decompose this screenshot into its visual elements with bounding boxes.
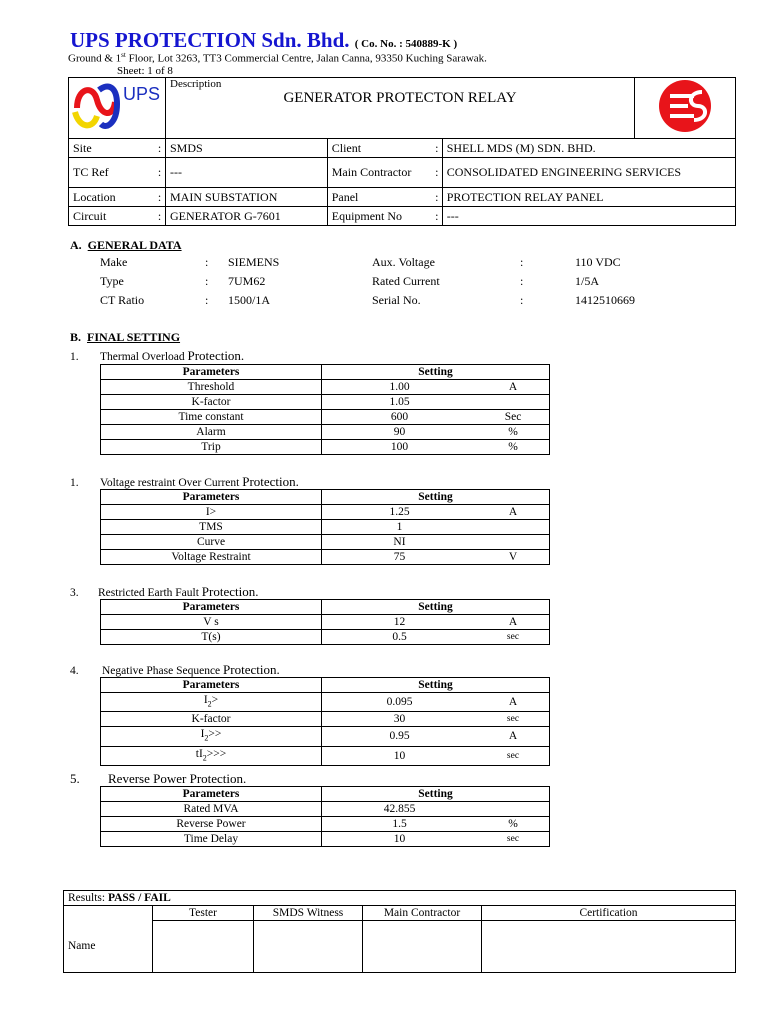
section-title-prefix: Thermal Overload (100, 351, 188, 363)
svg-text:UPS: UPS (123, 84, 161, 104)
colon: : (205, 293, 209, 307)
setting-value: NI (322, 535, 478, 550)
setting-value: 1.25 (322, 505, 478, 520)
setting-value: 600 (322, 410, 478, 425)
general-label: Type (100, 274, 124, 288)
general-label: Aux. Voltage (372, 255, 435, 269)
colon: : (432, 139, 443, 158)
address-part-1: Ground & 1 (68, 52, 122, 65)
results-text: Results: (68, 892, 108, 904)
sheet-number: Sheet: 1 of 8 (117, 65, 173, 77)
setting-value: 10 (322, 746, 478, 765)
section-number: 4. (70, 665, 79, 677)
general-value: 7UM62 (228, 274, 266, 288)
setting-row (101, 832, 550, 847)
setting-value: 100 (322, 440, 478, 455)
setting-unit: Sec (477, 410, 550, 425)
setting-unit: sec (477, 630, 550, 645)
general-data-heading (70, 238, 182, 253)
setting-unit (477, 520, 550, 535)
setting-section-title (70, 474, 299, 490)
section-title-prefix: Negative Phase Sequence (102, 665, 224, 677)
section-number: 1. (70, 477, 79, 489)
setting-unit (477, 802, 550, 817)
colon: : (205, 255, 209, 269)
setting-row (101, 535, 550, 550)
header-value: CONSOLIDATED ENGINEERING SERVICES (442, 158, 735, 188)
setting-unit: sec (477, 832, 550, 847)
parameter-name: Alarm (101, 425, 322, 440)
client-logo-cell (635, 78, 736, 139)
general-label: CT Ratio (100, 293, 145, 307)
results-table (63, 890, 736, 973)
col-parameters: Parameters (101, 490, 322, 505)
parameter-name: Reverse Power (101, 817, 322, 832)
setting-row (101, 440, 550, 455)
name-label: Name (64, 921, 153, 973)
section-title: GENERAL DATA (87, 238, 182, 252)
colon: : (520, 255, 524, 269)
setting-unit: sec (477, 746, 550, 765)
setting-value: 0.95 (322, 727, 478, 746)
settings-table (100, 489, 550, 565)
setting-value: 90 (322, 425, 478, 440)
general-value: 110 VDC (575, 255, 621, 269)
settings-table (100, 364, 550, 455)
parameter-name: Voltage Restraint (101, 550, 322, 565)
certification-signature (482, 921, 736, 973)
general-label: Serial No. (372, 293, 421, 307)
description-label: Description (170, 78, 222, 90)
parameter-name: T(s) (101, 630, 322, 645)
colon: : (520, 274, 524, 288)
section-title-suffix: Protection. (187, 348, 245, 363)
contractor-signature (363, 921, 482, 973)
setting-value: 1.00 (322, 380, 478, 395)
general-label: Rated Current (372, 274, 440, 288)
col-parameters: Parameters (101, 787, 322, 802)
setting-row (101, 817, 550, 832)
company-number: ( Co. No. : 540889-K ) (354, 38, 458, 50)
header-row (69, 139, 736, 158)
colon: : (154, 139, 165, 158)
ups-logo-icon (69, 78, 165, 134)
setting-value: 1.05 (322, 395, 478, 410)
general-value: 1500/1A (228, 293, 270, 307)
settings-table (100, 599, 550, 645)
parameter-name: Trip (101, 440, 322, 455)
setting-section-title (70, 584, 258, 600)
col-parameters: Parameters (101, 678, 322, 693)
setting-row (101, 630, 550, 645)
parameter-name: Rated MVA (101, 802, 322, 817)
setting-row (101, 746, 550, 765)
section-title-prefix: Restricted Earth Fault (98, 587, 202, 599)
colon: : (154, 188, 165, 207)
section-title-prefix: Voltage restraint Over Current (100, 477, 243, 489)
col-parameters: Parameters (101, 600, 322, 615)
colon: : (154, 158, 165, 188)
setting-row (101, 520, 550, 535)
setting-unit: A (477, 380, 550, 395)
setting-unit: A (477, 693, 550, 712)
col-certification: Certification (482, 906, 736, 921)
results-value: PASS / FAIL (107, 892, 171, 904)
setting-value: 0.095 (322, 693, 478, 712)
colon: : (432, 188, 443, 207)
colon: : (154, 207, 165, 226)
header-label: Client (327, 139, 432, 158)
setting-unit (477, 535, 550, 550)
address-sup: st (121, 51, 126, 59)
header-label: Location (69, 188, 155, 207)
document-title: GENERATOR PROTECTON RELAY (283, 90, 517, 106)
general-value: 1412510669 (575, 293, 635, 307)
setting-row (101, 615, 550, 630)
ces-logo-icon (640, 78, 730, 134)
section-letter: B. (70, 330, 82, 344)
setting-unit: % (477, 817, 550, 832)
section-number: 3. (70, 587, 79, 599)
setting-row (101, 802, 550, 817)
section-title-suffix: Protection. (223, 662, 280, 677)
setting-unit (477, 395, 550, 410)
header-row (69, 207, 736, 226)
setting-section-title (70, 771, 246, 787)
parameter-name: K-factor (101, 712, 322, 727)
company-title: UPS PROTECTION Sdn. Bhd. (70, 28, 350, 52)
header-value: --- (442, 207, 735, 226)
parameter-name: V s (101, 615, 322, 630)
setting-row (101, 425, 550, 440)
final-setting-heading (70, 330, 180, 345)
header-label: Equipment No (327, 207, 432, 226)
header-row (69, 158, 736, 188)
setting-value: 10 (322, 832, 478, 847)
section-title-suffix: Protection. (242, 474, 299, 489)
setting-value: 1 (322, 520, 478, 535)
setting-value: 42.855 (322, 802, 478, 817)
setting-value: 30 (322, 712, 478, 727)
results-corner (64, 906, 153, 921)
parameter-name: K-factor (101, 395, 322, 410)
col-smds-witness: SMDS Witness (254, 906, 363, 921)
setting-value: 1.5 (322, 817, 478, 832)
header-value: SMDS (166, 139, 328, 158)
header-value: --- (166, 158, 328, 188)
setting-section-title (70, 662, 280, 678)
results-label (64, 891, 736, 906)
header-value: PROTECTION RELAY PANEL (442, 188, 735, 207)
setting-unit: A (477, 505, 550, 520)
col-main-contractor: Main Contractor (363, 906, 482, 921)
section-title-suffix: Protection. (201, 584, 259, 599)
col-setting: Setting (322, 678, 550, 693)
header-value: MAIN SUBSTATION (166, 188, 328, 207)
colon: : (520, 293, 524, 307)
colon: : (205, 274, 209, 288)
setting-unit: % (477, 440, 550, 455)
parameter-name: $I_2>$ (101, 693, 322, 712)
setting-unit: A (477, 615, 550, 630)
company-name (70, 28, 457, 53)
header-table (68, 77, 736, 226)
colon: : (432, 158, 443, 188)
setting-row (101, 380, 550, 395)
section-title-suffix: Reverse Power Protection. (108, 771, 247, 786)
col-tester: Tester (153, 906, 254, 921)
col-setting: Setting (322, 787, 550, 802)
setting-unit: % (477, 425, 550, 440)
setting-value: 0.5 (322, 630, 478, 645)
general-value: SIEMENS (228, 255, 280, 269)
setting-row (101, 712, 550, 727)
parameter-name: Curve (101, 535, 322, 550)
header-label: TC Ref (69, 158, 155, 188)
setting-unit: V (477, 550, 550, 565)
ups-logo-cell (69, 78, 166, 139)
parameter-name: Time Delay (101, 832, 322, 847)
header-value: GENERATOR G-7601 (166, 207, 328, 226)
header-label: Panel (327, 188, 432, 207)
settings-table (100, 677, 550, 766)
smds-signature (254, 921, 363, 973)
setting-section-title (70, 348, 244, 364)
header-label: Site (69, 139, 155, 158)
section-title: FINAL SETTING (87, 330, 181, 344)
setting-unit: sec (477, 712, 550, 727)
address-part-2: Floor, Lot 3263, TT3 Commercial Centre, Jalan Canna, 93350 Kuching Sarawak. (125, 52, 487, 65)
setting-value: 12 (322, 615, 478, 630)
company-address (68, 51, 487, 65)
setting-value: 75 (322, 550, 478, 565)
parameter-name: $I_2>>$ (101, 727, 322, 746)
col-setting: Setting (322, 600, 550, 615)
settings-table (100, 786, 550, 847)
parameter-name: I> (101, 505, 322, 520)
section-number: 5. (70, 771, 80, 786)
section-letter: A. (70, 238, 82, 252)
setting-row (101, 410, 550, 425)
section-number: 1. (70, 351, 79, 363)
setting-row (101, 505, 550, 520)
header-row (69, 188, 736, 207)
setting-unit: A (477, 727, 550, 746)
header-value: SHELL MDS (M) SDN. BHD. (442, 139, 735, 158)
setting-row (101, 727, 550, 746)
header-label: Circuit (69, 207, 155, 226)
general-label: Make (100, 255, 128, 269)
setting-row (101, 693, 550, 712)
col-parameters: Parameters (101, 365, 322, 380)
parameter-name: Time constant (101, 410, 322, 425)
setting-row (101, 550, 550, 565)
col-setting: Setting (322, 490, 550, 505)
parameter-name: $tI_2>>>$ (101, 746, 322, 765)
parameter-name: TMS (101, 520, 322, 535)
description-cell (166, 78, 635, 139)
colon: : (432, 207, 443, 226)
col-setting: Setting (322, 365, 550, 380)
header-label: Main Contractor (327, 158, 432, 188)
parameter-name: Threshold (101, 380, 322, 395)
setting-row (101, 395, 550, 410)
general-value: 1/5A (575, 274, 599, 288)
tester-signature (153, 921, 254, 973)
